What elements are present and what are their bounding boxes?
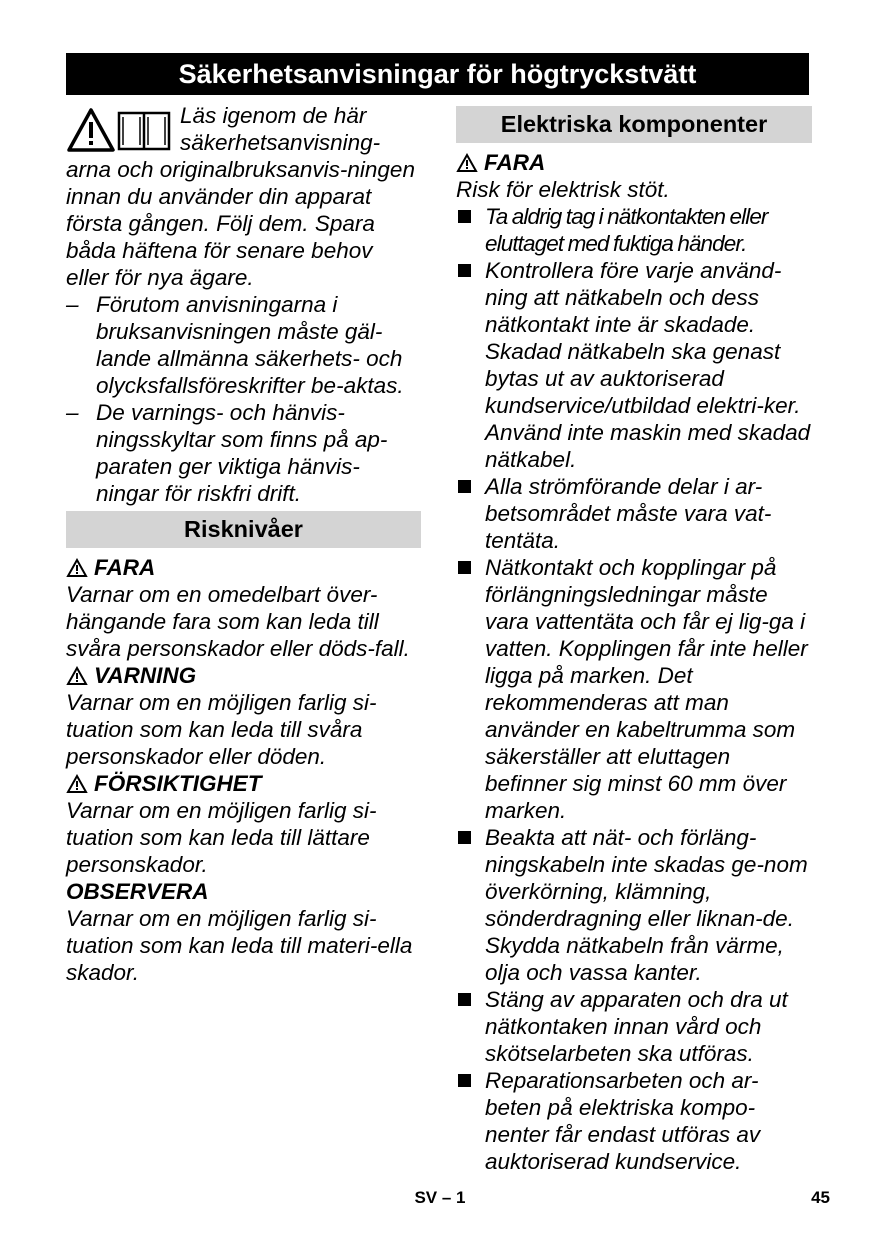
left-column	[66, 102, 421, 986]
risk-text: Varnar om en möjligen farlig si-tuation som kan leda till lättare personskador.	[66, 798, 377, 877]
warning-triangle-icon	[66, 666, 88, 686]
electrical-bullet-list	[456, 203, 812, 1175]
bullet-square-icon	[458, 210, 471, 223]
danger-label	[456, 149, 812, 176]
list-item-text: Förutom anvisningarna i bruksanvisningen måste gäl-lande allmänna säkerhets- och olycksfallsföreskrifter be-aktas.	[96, 292, 404, 398]
bullet-square-icon	[458, 480, 471, 493]
dash-marker: –	[66, 400, 79, 425]
list-item	[456, 257, 812, 473]
electrical-heading: Elektriska komponenter	[456, 106, 812, 143]
risk-text: Varnar om en omedelbart över-hängande fara som kan leda till svåra personskador eller döds-fall.	[66, 582, 410, 661]
bullet-square-icon	[458, 993, 471, 1006]
list-item	[66, 291, 421, 399]
intro-line-2: säkerhetsanvisning-	[180, 130, 381, 155]
risk-level-fara	[66, 554, 421, 662]
warning-triangle-icon	[66, 774, 88, 794]
intro-line-1: Läs igenom de här	[180, 103, 367, 128]
risk-label: FÖRSIKTIGHET	[94, 771, 262, 796]
list-item	[66, 399, 421, 507]
intro-text: arna och originalbruksanvis-ningen innan du använder din apparat första gången. Följ dem. Spara båda häftena för senare behov eller för nya ägare.	[66, 157, 415, 290]
list-item	[456, 1067, 812, 1175]
list-item-text: Beakta att nät- och förläng-ningskabeln inte skadas ge-nom överkörning, klämning, sönderdragning eller liknan-de. Skydda nätkabeln från värme, olja och vassa kanter.	[485, 825, 808, 985]
list-item	[456, 203, 812, 257]
list-item-text: Ta aldrig tag i nätkontakten eller eluttaget med fuktiga händer.	[485, 204, 768, 256]
list-item-text: De varnings- och hänvis-ningsskyltar som finns på ap-paraten ger viktiga hänvis-ningar för riskfri drift.	[96, 400, 388, 506]
bullet-square-icon	[458, 831, 471, 844]
warning-manual-icon	[66, 107, 176, 153]
bullet-square-icon	[458, 561, 471, 574]
risk-label: OBSERVERA	[66, 879, 209, 904]
page-title: Säkerhetsanvisningar för högtryckstvätt	[66, 53, 809, 95]
bullet-square-icon	[458, 264, 471, 277]
warning-triangle-icon	[66, 558, 88, 578]
risk-level-forsiktighet	[66, 770, 421, 878]
risk-text: Risk för elektrisk stöt.	[456, 177, 670, 202]
risk-text: Varnar om en möjligen farlig si-tuation som kan leda till materi-ella skador.	[66, 906, 413, 985]
list-item	[456, 554, 812, 824]
list-item-text: Stäng av apparaten och dra ut nätkontaken innan vård och skötselarbeten ska utföras.	[485, 987, 788, 1066]
risk-text: Varnar om en möjligen farlig si-tuation som kan leda till svåra personskador eller döden.	[66, 690, 377, 769]
warning-triangle-icon	[456, 153, 478, 173]
danger-label-text: FARA	[484, 150, 546, 175]
risk-level-observera	[66, 878, 421, 986]
list-item-text: Nätkontakt och kopplingar på förlängningsledningar måste vara vattentäta och får ej lig-ga i vatten. Kopplingen får inte heller ligga på marken. Det rekommenderas att man använder en kabeltrumma som säkerställer att eluttagen befinner sig minst 60 mm över marken.	[485, 555, 808, 823]
page-number: 45	[811, 1188, 830, 1207]
risk-label: VARNING	[94, 663, 197, 688]
risk-level-varning	[66, 662, 421, 770]
list-item	[456, 824, 812, 986]
right-column	[456, 102, 812, 1175]
list-item-text: Alla strömförande delar i ar-betsområdet måste vara vat-tentäta.	[485, 474, 772, 553]
list-item-text: Reparationsarbeten och ar-beten på elektriska kompo-nenter får endast utföras av auktoriserad kundservice.	[485, 1068, 761, 1174]
list-item	[456, 986, 812, 1067]
footer-section-label: SV – 1	[414, 1188, 466, 1207]
dash-marker: –	[66, 292, 79, 317]
risk-levels-heading: Risknivåer	[66, 511, 421, 548]
list-item	[456, 473, 812, 554]
risk-label: FARA	[94, 555, 156, 580]
bullet-square-icon	[458, 1074, 471, 1087]
intro-paragraph	[66, 102, 421, 291]
list-item-text: Kontrollera före varje använd-ning att nätkabeln och dess nätkontakt inte är skadade. Skadad nätkabeln ska genast bytas ut av auktoriserad kundservice/utbildad elektri-ker. Använd inte maskin med skadad nätkabel.	[485, 258, 811, 472]
intro-dash-list	[66, 291, 421, 507]
